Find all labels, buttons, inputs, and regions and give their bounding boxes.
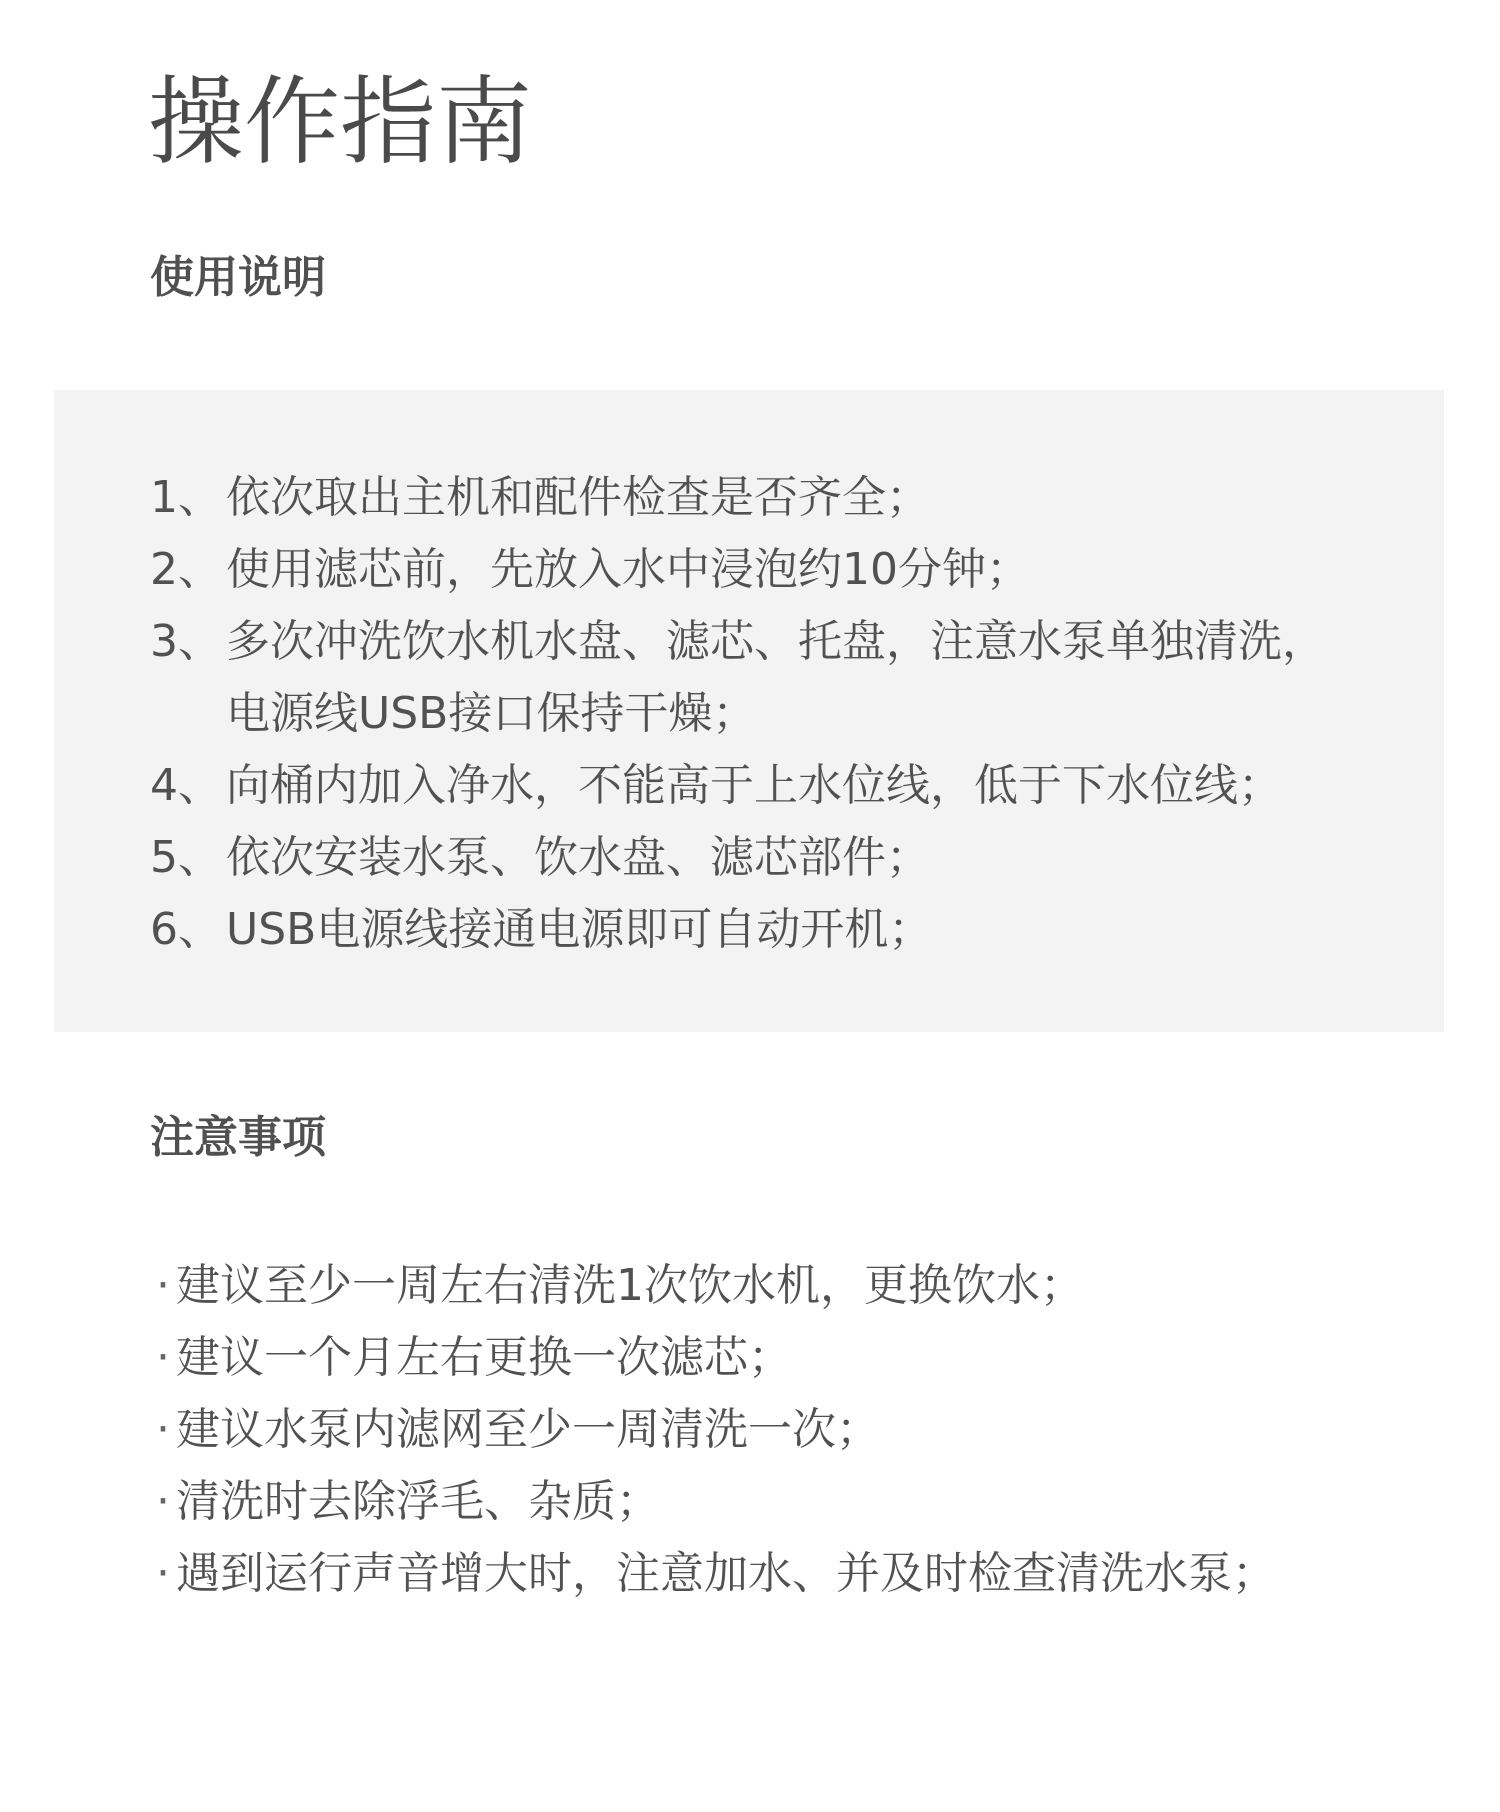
step-number: 6、 (150, 904, 222, 955)
notes-heading: 注意事项 (150, 1112, 326, 1163)
bullet-dot: · (156, 1260, 170, 1311)
step-text: 使用滤芯前，先放入水中浸泡约10分钟； (226, 544, 1030, 595)
note-text: 清洗时去除浮毛、杂质； (176, 1476, 660, 1527)
step-text-wrapper (226, 606, 1326, 750)
instruction-step-1 (150, 462, 1326, 534)
note-text: 建议水泵内滤网至少一周清洗一次； (176, 1404, 880, 1455)
note-text: 遇到运行声音增大时，注意加水、并及时检查清洗水泵； (176, 1548, 1276, 1599)
note-item (156, 1466, 1276, 1538)
instruction-step-2 (150, 534, 1326, 606)
step-number: 3、 (150, 616, 222, 667)
instruction-step-4 (150, 750, 1326, 822)
bullet-dot: · (156, 1476, 170, 1527)
step-text: 向桶内加入净水，不能高于上水位线，低于下水位线； (226, 760, 1282, 811)
step-number: 1、 (150, 472, 222, 523)
page-title: 操作指南 (148, 66, 532, 178)
step-text: 依次取出主机和配件检查是否齐全； (226, 472, 930, 523)
usage-heading: 使用说明 (150, 252, 326, 303)
notes-list (156, 1250, 1276, 1610)
note-item (156, 1250, 1276, 1322)
bullet-dot: · (156, 1404, 170, 1455)
note-item (156, 1538, 1276, 1610)
instructions-panel (54, 390, 1444, 1032)
instruction-step-6 (150, 894, 1326, 966)
bullet-dot: · (156, 1332, 170, 1383)
note-item (156, 1322, 1276, 1394)
bullet-dot: · (156, 1548, 170, 1599)
instruction-step-3 (150, 606, 1326, 750)
instructions-list (150, 462, 1326, 966)
step-text-continued: 电源线USB接口保持干燥； (226, 688, 757, 739)
note-text: 建议至少一周左右清洗1次饮水机，更换饮水； (176, 1260, 1084, 1311)
step-text: 多次冲洗饮水机水盘、滤芯、托盘，注意水泵单独清洗， (226, 616, 1326, 667)
instruction-step-5 (150, 822, 1326, 894)
step-text: USB电源线接通电源即可自动开机； (226, 904, 933, 955)
note-text: 建议一个月左右更换一次滤芯； (176, 1332, 792, 1383)
step-number: 2、 (150, 544, 222, 595)
step-number: 5、 (150, 832, 222, 883)
step-number: 4、 (150, 760, 222, 811)
step-text: 依次安装水泵、饮水盘、滤芯部件； (226, 832, 930, 883)
note-item (156, 1394, 1276, 1466)
